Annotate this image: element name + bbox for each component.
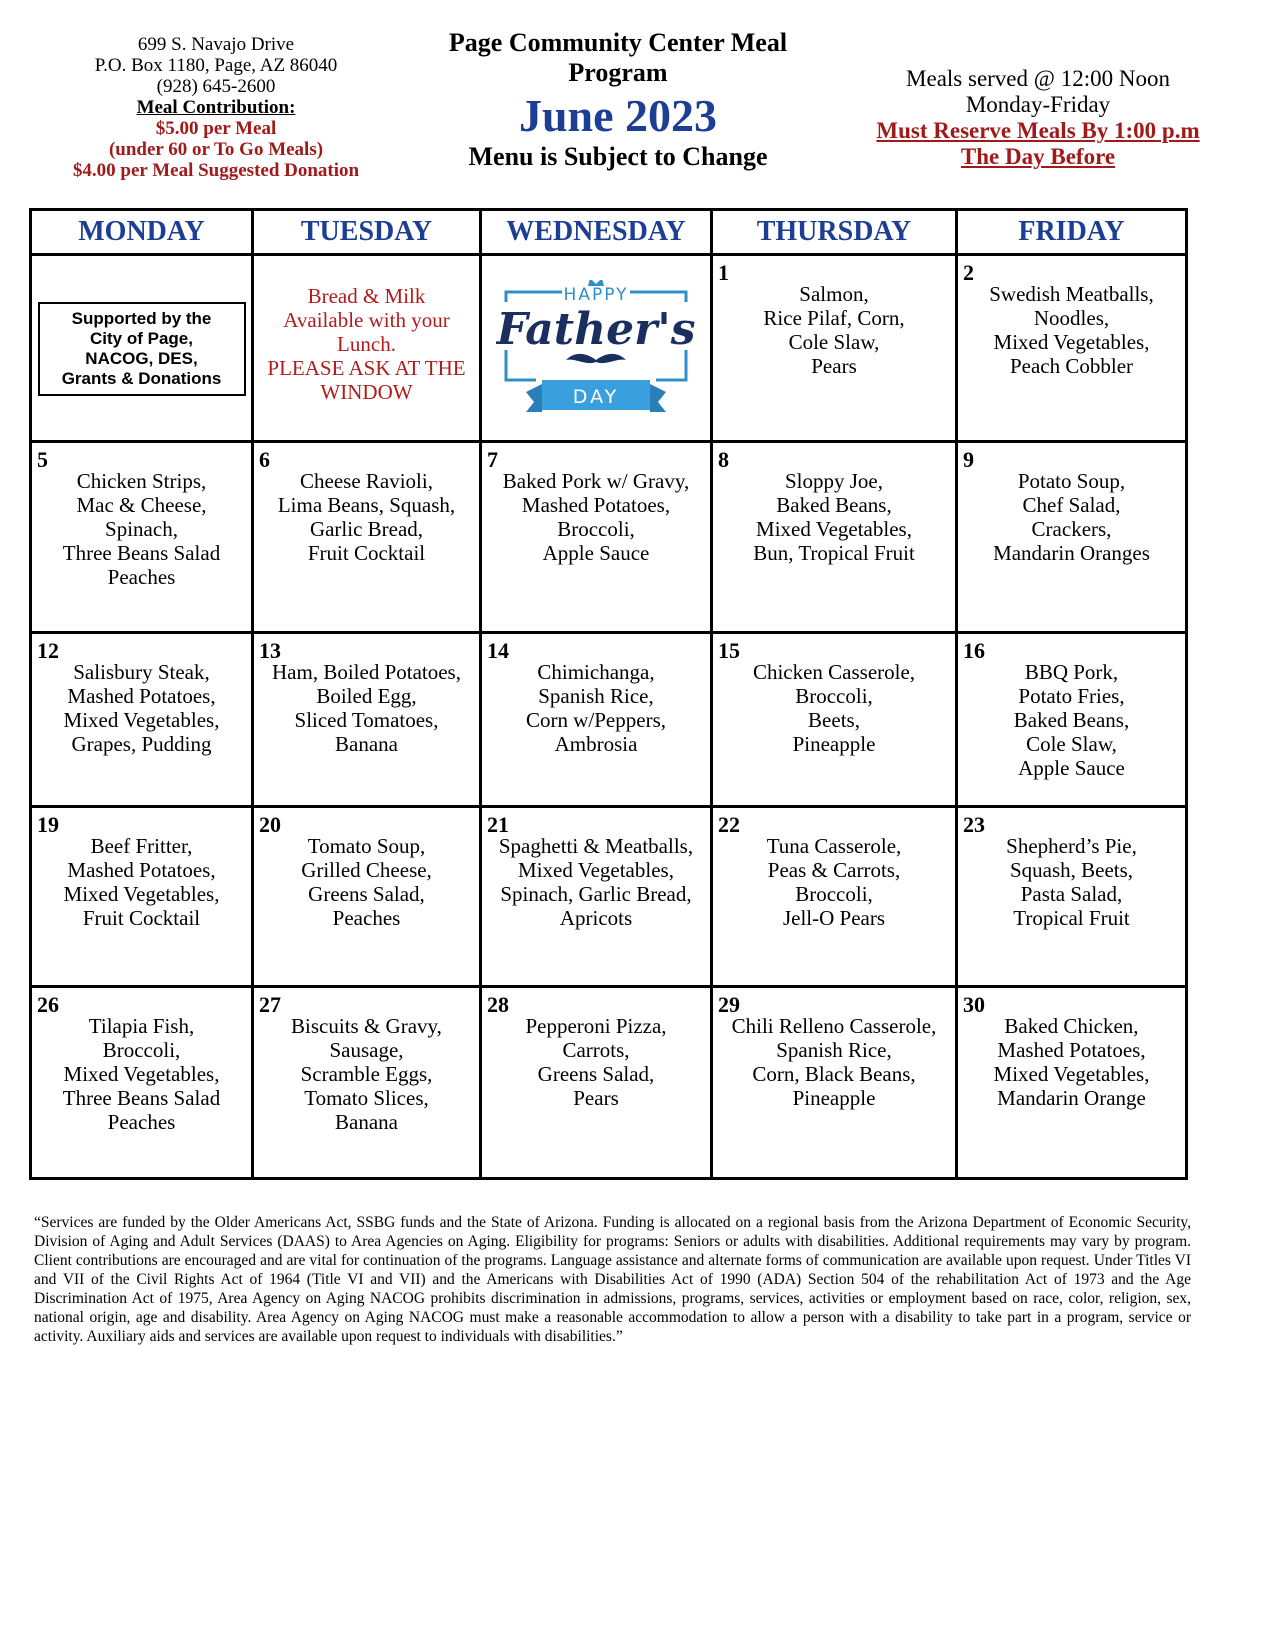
street-address: 699 S. Navajo Drive [137, 34, 295, 55]
day-number: 19 [37, 812, 59, 837]
po-box: P.O. Box 1180, Page, AZ 86040 [94, 55, 338, 76]
day-number: 12 [37, 638, 59, 663]
menu-items [32, 634, 251, 756]
menu-item: Chef Salad, [1022, 493, 1121, 517]
menu-item: Potato Fries, [1018, 684, 1125, 708]
menu-items [32, 988, 251, 1134]
menu-items [958, 634, 1185, 780]
weekday-header: THURSDAY [712, 210, 957, 255]
day-cell [712, 987, 957, 1179]
day-number: 28 [487, 992, 509, 1017]
menu-items [958, 988, 1185, 1110]
day-cell [712, 807, 957, 987]
menu-item: Garlic Bread, [309, 517, 424, 541]
menu-item: Mixed Vegetables, [518, 858, 674, 882]
day-cell [253, 807, 481, 987]
day-number: 15 [718, 638, 740, 663]
menu-item: Pineapple [792, 732, 876, 756]
menu-item: Three Beans Salad [62, 1086, 221, 1110]
menu-item: Beef Fritter, [90, 834, 193, 858]
contribution-label: Meal Contribution: [136, 97, 296, 118]
notice-line: PLEASE ASK AT THE [267, 356, 466, 380]
menu-items [713, 808, 955, 930]
menu-item: Boiled Egg, [316, 684, 417, 708]
frame-line [506, 292, 562, 302]
program-title-line1: Page Community Center Meal [448, 28, 788, 57]
notice-line: Bread & Milk [307, 284, 426, 308]
week-row [31, 255, 1187, 442]
day-cell [957, 255, 1187, 442]
day-cell [481, 442, 712, 633]
menu-item: Salisbury Steak, [73, 660, 210, 684]
menu-items [958, 808, 1185, 930]
menu-item: Banana [335, 1110, 398, 1134]
serving-time: Meals served @ 12:00 Noon [906, 66, 1170, 91]
day-cell [31, 807, 253, 987]
menu-item: Peas & Carrots, [767, 858, 901, 882]
menu-item: Apricots [559, 906, 633, 930]
week-row [31, 633, 1187, 807]
menu-item: Mixed Vegetables, [756, 517, 912, 541]
day-cell [31, 987, 253, 1179]
menu-item: Broccoli, [795, 684, 873, 708]
menu-item: Mandarin Orange [997, 1086, 1146, 1110]
weekday-header-row [31, 210, 1187, 255]
fathers-day-graphic [496, 280, 696, 420]
menu-item: Tomato Soup, [307, 834, 426, 858]
weekday-header: TUESDAY [253, 210, 481, 255]
menu-item: Pepperoni Pizza, [525, 1014, 667, 1038]
menu-item: Peaches [107, 565, 176, 589]
menu-item: Spinach, Garlic Bread, [500, 882, 692, 906]
menu-item: Banana [335, 732, 398, 756]
menu-item: Spanish Rice, [538, 684, 654, 708]
menu-items [254, 988, 479, 1134]
menu-item: Salmon, [799, 282, 869, 306]
day-cell [481, 255, 712, 442]
menu-items [254, 443, 479, 565]
menu-item: Lima Beans, Squash, [277, 493, 456, 517]
menu-items [713, 256, 955, 378]
day-number: 8 [718, 447, 729, 472]
week-row [31, 442, 1187, 633]
menu-item: Mixed Vegetables, [63, 882, 220, 906]
bread-milk-notice [254, 256, 479, 404]
day-cell [712, 255, 957, 442]
day-number: 27 [259, 992, 281, 1017]
notice-line: WINDOW [320, 380, 413, 404]
menu-item: Mashed Potatoes, [67, 858, 216, 882]
day-cell [957, 633, 1187, 807]
mustache-icon [566, 354, 626, 363]
menu-item: Cole Slaw, [788, 330, 880, 354]
menu-item: Baked Chicken, [1004, 1014, 1139, 1038]
month-title: June 2023 [518, 90, 718, 141]
program-title-line2: Program [568, 58, 668, 87]
menu-item: Grapes, Pudding [71, 732, 212, 756]
menu-item: Tomato Slices, [304, 1086, 429, 1110]
menu-item: Noodles, [1033, 306, 1110, 330]
menu-item: Jell-O Pears [782, 906, 886, 930]
menu-item: Ambrosia [554, 732, 638, 756]
menu-item: Broccoli, [102, 1038, 181, 1062]
menu-item: Scramble Eggs, [300, 1062, 433, 1086]
menu-item: Baked Pork w/ Gravy, [502, 469, 690, 493]
supported-line: Supported by the [71, 309, 212, 328]
weekday-header: FRIDAY [957, 210, 1187, 255]
day-number: 20 [259, 812, 281, 837]
menu-item: Mashed Potatoes, [67, 684, 216, 708]
weekday-header: MONDAY [31, 210, 253, 255]
menu-item: Mixed Vegetables, [63, 1062, 220, 1086]
menu-item: Peaches [332, 906, 401, 930]
menu-item: Sloppy Joe, [784, 469, 883, 493]
menu-item: Potato Soup, [1017, 469, 1126, 493]
supported-line: City of Page, [90, 329, 193, 348]
day-number: 29 [718, 992, 740, 1017]
menu-item: Tuna Casserole, [766, 834, 902, 858]
day-number: 13 [259, 638, 281, 663]
menu-items [713, 443, 955, 565]
menu-item: Broccoli, [557, 517, 635, 541]
week-row [31, 807, 1187, 987]
menu-item: Mashed Potatoes, [521, 493, 671, 517]
menu-item: Pineapple [792, 1086, 876, 1110]
ribbon-end [526, 384, 542, 412]
menu-item: Baked Beans, [1013, 708, 1130, 732]
menu-items [32, 808, 251, 930]
menu-item: Rice Pilaf, Corn, [763, 306, 905, 330]
menu-item: Three Beans Salad [62, 541, 221, 565]
menu-item: Chicken Casserole, [752, 660, 916, 684]
day-number: 16 [963, 638, 985, 663]
menu-item: Corn, Black Beans, [752, 1062, 916, 1086]
day-cell [31, 633, 253, 807]
day-cell [481, 987, 712, 1179]
weekday-header: WEDNESDAY [481, 210, 712, 255]
day-number: 21 [487, 812, 509, 837]
frame-line [630, 292, 686, 302]
day-cell [957, 987, 1187, 1179]
menu-item: Broccoli, [795, 882, 873, 906]
menu-item: Mashed Potatoes, [997, 1038, 1146, 1062]
address-block [40, 34, 392, 181]
menu-item: Pears [573, 1086, 619, 1110]
menu-item: Sausage, [329, 1038, 404, 1062]
funding-disclaimer: “Services are funded by the Older Americans Act, SSBG funds and the State of Arizona. Funding is allocated on a regional basis from the Arizona Department of Economic Security, Division of Aging and Adult Services (DAAS) to Area Agencies on Aging. Eligibility for programs: Seniors or adults with disabilities. Additional requirements may vary by program. Client contributions are encouraged and are vital for continuation of the programs. Language assistance and alternate forms of communication are available upon request. Under Titles VI and VII of the Civil Rights Act of 1964 (Title VI and VII) and the Americans with Disabilities Act of 1990 (ADA) Section 504 of the rehabilitation Act of 1973 and the Age Discrimination Act of 1975, Area Agency on Aging NACOG prohibits discrimination in admissions, programs, services, activities or employment based on race, color, religion, sex, national origin, age and disability. Area Agency on Aging NACOG must make a reasonable accommodation to allow a person with a disability to take part in a program, service or activity. Auxiliary aids and services are available upon request to individuals with disabilities.” [34, 1214, 1191, 1345]
menu-item: BBQ Pork, [1024, 660, 1119, 684]
day-cell [253, 442, 481, 633]
happy-text: HAPPY [563, 285, 629, 305]
price-meal: $5.00 per Meal [155, 118, 277, 139]
menu-item: Crackers, [1031, 517, 1112, 541]
menu-items [482, 634, 710, 756]
menu-item: Mixed Vegetables, [993, 330, 1150, 354]
menu-item: Biscuits & Gravy, [291, 1014, 442, 1038]
menu-item: Bun, Tropical Fruit [753, 541, 915, 565]
menu-items [32, 443, 251, 589]
menu-items [713, 988, 955, 1110]
day-cell [253, 987, 481, 1179]
menu-item: Corn w/Peppers, [526, 708, 666, 732]
serving-info [838, 66, 1238, 170]
notice-line: Available with your [283, 308, 450, 332]
menu-item: Peach Cobbler [1009, 354, 1134, 378]
menu-item: Apple Sauce [1018, 756, 1125, 780]
menu-item: Mixed Vegetables, [63, 708, 220, 732]
menu-item: Greens Salad, [537, 1062, 655, 1086]
day-cell [31, 255, 253, 442]
menu-item: Spanish Rice, [776, 1038, 892, 1062]
menu-items [713, 634, 955, 756]
week-row [31, 987, 1187, 1179]
day-number: 9 [963, 447, 974, 472]
day-number: 23 [963, 812, 985, 837]
menu-item: Fruit Cocktail [307, 541, 426, 565]
menu-item: Sliced Tomatoes, [294, 708, 439, 732]
day-cell [957, 807, 1187, 987]
day-cell [253, 255, 481, 442]
menu-item: Tropical Fruit [1013, 906, 1130, 930]
menu-item: Spaghetti & Meatballs, [498, 834, 694, 858]
day-number: 5 [37, 447, 48, 472]
ribbon-end [650, 384, 666, 412]
menu-item: Chili Relleno Casserole, [731, 1014, 937, 1038]
day-cell [31, 442, 253, 633]
menu-item: Chimichanga, [537, 660, 655, 684]
menu-item: Tilapia Fish, [88, 1014, 195, 1038]
menu-item: Spinach, [105, 517, 178, 541]
menu-item: Chicken Strips, [76, 469, 207, 493]
menu-item: Squash, Beets, [1009, 858, 1134, 882]
menu-item: Baked Beans, [776, 493, 892, 517]
notice-line: Lunch. [337, 332, 396, 356]
menu-items [958, 256, 1185, 378]
day-cell [253, 633, 481, 807]
day-number: 14 [487, 638, 509, 663]
phone-number: (928) 645-2600 [156, 76, 276, 97]
menu-item: Pasta Salad, [1020, 882, 1123, 906]
menu-item: Cole Slaw, [1026, 732, 1117, 756]
menu-item: Apple Sauce [542, 541, 650, 565]
menu-item: Beets, [808, 708, 860, 732]
day-number: 2 [963, 260, 974, 285]
menu-items [254, 634, 479, 756]
menu-item: Ham, Boiled Potatoes, [272, 660, 461, 684]
day-cell [481, 633, 712, 807]
day-number: 30 [963, 992, 985, 1017]
menu-items [482, 988, 710, 1110]
day-cell [712, 633, 957, 807]
menu-item: Swedish Meatballs, [989, 282, 1154, 306]
supported-line: Grants & Donations [61, 369, 222, 388]
menu-item: Mixed Vegetables, [993, 1062, 1150, 1086]
day-text: DAY [572, 386, 620, 408]
menu-item: Carrots, [562, 1038, 630, 1062]
menu-item: Mac & Cheese, [76, 493, 207, 517]
reserve-notice: Must Reserve Meals By 1:00 p.m [876, 118, 1200, 143]
menu-item: Fruit Cocktail [82, 906, 201, 930]
menu-subtitle: Menu is Subject to Change [468, 142, 768, 171]
day-number: 26 [37, 992, 59, 1017]
menu-item: Shepherd’s Pie, [1006, 834, 1137, 858]
menu-items [482, 443, 710, 565]
price-condition: (under 60 or To Go Meals) [108, 139, 324, 160]
menu-items [958, 443, 1185, 565]
menu-item: Cheese Ravioli, [300, 469, 433, 493]
menu-items [482, 808, 710, 930]
suggested-donation: $4.00 per Meal Suggested Donation [72, 160, 360, 181]
serving-days: Monday-Friday [965, 92, 1111, 117]
father-text: Father's [496, 304, 696, 355]
reserve-day: The Day Before [960, 144, 1116, 169]
page-title-block [408, 28, 828, 172]
day-number: 6 [259, 447, 270, 472]
day-number: 7 [487, 447, 498, 472]
day-cell [712, 442, 957, 633]
day-number: 22 [718, 812, 740, 837]
supported-by-box [38, 302, 246, 396]
day-cell [481, 807, 712, 987]
menu-item: Peaches [107, 1110, 176, 1134]
supported-line: NACOG, DES, [85, 349, 198, 368]
menu-item: Mandarin Oranges [993, 541, 1150, 565]
menu-item: Pears [811, 354, 857, 378]
day-cell [957, 442, 1187, 633]
menu-item: Greens Salad, [308, 882, 425, 906]
day-number: 1 [718, 260, 729, 285]
meal-calendar [29, 208, 1188, 1180]
menu-item: Grilled Cheese, [301, 858, 432, 882]
menu-items [254, 808, 479, 930]
